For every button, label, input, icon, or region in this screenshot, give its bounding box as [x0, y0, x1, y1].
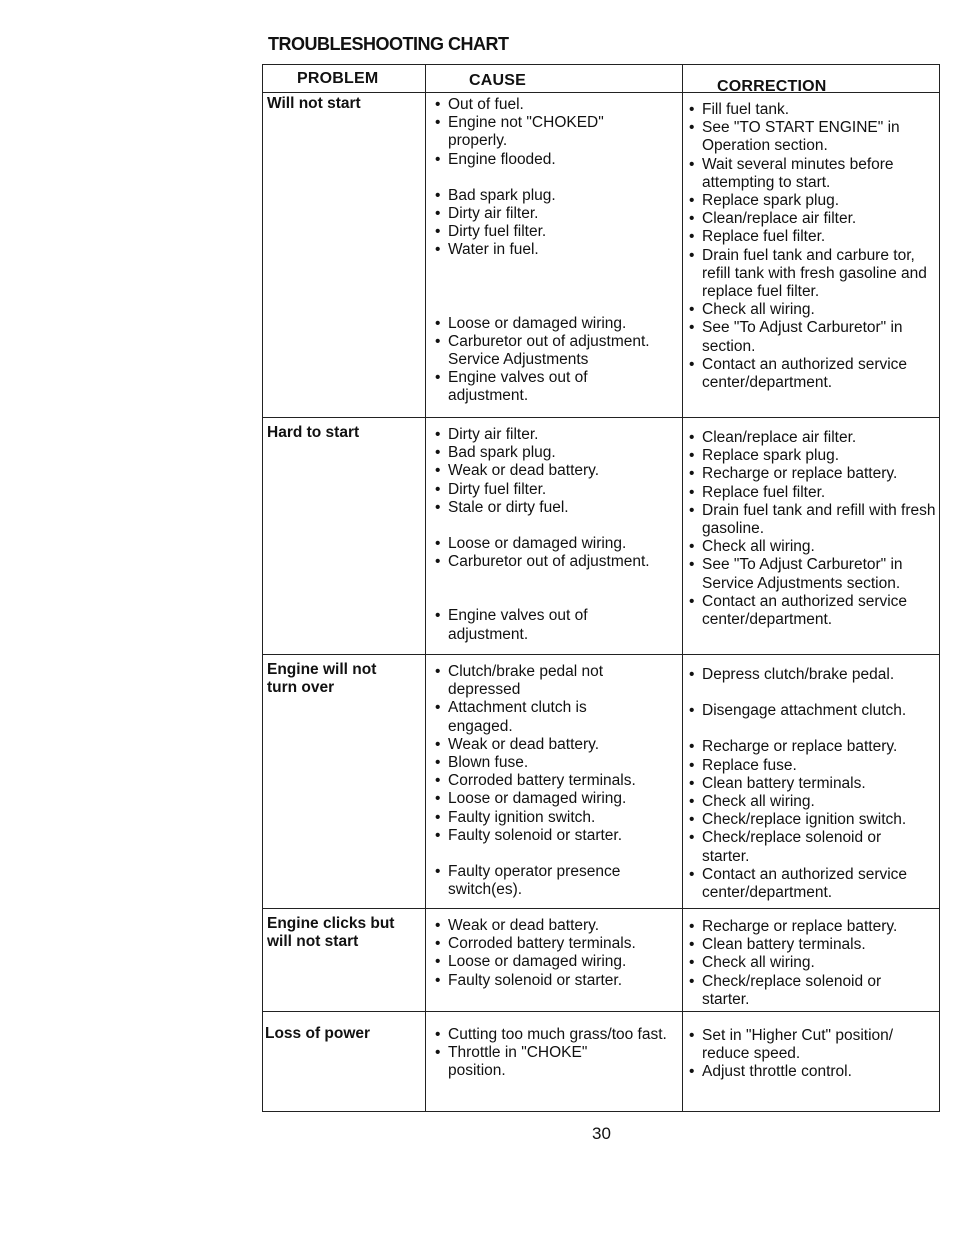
list-item: • Cutting too much grass/too fast.	[433, 1026, 668, 1044]
list-item: • Dirty fuel filter.	[433, 223, 683, 241]
list-item: • Bad spark plug.	[433, 444, 683, 462]
troubleshooting-table	[262, 64, 940, 1112]
list-item: • Contact an authorized service center/department.	[687, 593, 952, 629]
list-item: • Faulty operator presence switch(es).	[433, 863, 663, 899]
list-item: • Loose or damaged wiring.	[433, 953, 683, 971]
list-item: • Out of fuel.	[433, 96, 683, 114]
row-divider	[263, 1011, 939, 1012]
list-item: • Clutch/brake pedal not depressed	[433, 663, 648, 699]
cause-list	[433, 663, 683, 899]
list-item: • Check all wiring.	[687, 538, 937, 556]
row-divider	[263, 417, 939, 418]
row-divider	[263, 908, 939, 909]
correction-list	[687, 1027, 937, 1082]
list-item: • Check/replace ignition switch.	[687, 811, 939, 829]
cause-list	[433, 1026, 683, 1081]
list-item: • Check all wiring.	[687, 793, 939, 811]
column-divider	[425, 65, 426, 1111]
correction-list	[687, 429, 937, 629]
list-item: • Engine valves out of adjustment.	[433, 369, 618, 405]
header-cause: CAUSE	[469, 72, 527, 89]
list-item: • See "To Adjust Carburetor" in section.	[687, 319, 942, 355]
list-item: • Clean battery terminals.	[687, 936, 937, 954]
page-number: 30	[592, 1124, 611, 1143]
list-item: • Fill fuel tank.	[687, 101, 937, 119]
list-item: • Dirty air filter.	[433, 426, 683, 444]
header-problem: PROBLEM	[297, 70, 379, 87]
cause-list	[433, 426, 683, 644]
list-item: • Blown fuse.	[433, 754, 683, 772]
list-item: • Replace spark plug.	[687, 192, 937, 210]
list-item: • Contact an authorized service center/department.	[687, 866, 952, 902]
list-item: • Disengage attachment clutch.	[687, 702, 939, 720]
list-item: • Loose or damaged wiring.	[433, 315, 683, 333]
list-item: • Loose or damaged wiring.	[433, 790, 683, 808]
problem-engine-clicks: Engine clicks but will not start	[267, 915, 395, 951]
list-item: • Clean/replace air filter.	[687, 429, 937, 447]
list-item: • Faulty ignition switch.	[433, 809, 683, 827]
list-item: • See "TO START ENGINE" in Operation section.	[687, 119, 907, 155]
list-item: • Check all wiring.	[687, 301, 937, 319]
correction-list	[687, 666, 939, 902]
list-item: • Clean/replace air filter.	[687, 210, 937, 228]
list-item: • Bad spark plug.	[433, 187, 683, 205]
list-item: • Engine flooded.	[433, 151, 683, 169]
list-item: • Drain fuel tank and carbure tor, refill tank with fresh gasoline and replace fuel filter.	[687, 247, 927, 302]
list-item: • Check/replace solenoid or starter.	[687, 829, 917, 865]
list-item: • Dirty fuel filter.	[433, 481, 683, 499]
header-divider	[263, 92, 939, 93]
list-item: • Replace fuel filter.	[687, 484, 937, 502]
list-item: • Dirty air filter.	[433, 205, 683, 223]
chart-title: TROUBLESHOOTING CHART	[268, 34, 509, 54]
list-item: • Corroded battery terminals.	[433, 935, 683, 953]
list-item: • Recharge or replace battery.	[687, 918, 937, 936]
list-item: • Check/replace solenoid or starter.	[687, 973, 917, 1009]
list-item: • Recharge or replace battery.	[687, 465, 937, 483]
problem-hard-to-start: Hard to start	[267, 424, 360, 441]
list-item: • Check all wiring.	[687, 954, 937, 972]
list-item: • Loose or damaged wiring.	[433, 535, 683, 553]
list-item: • Carburetor out of adjustment.	[433, 553, 683, 571]
problem-loss-of-power: Loss of power	[265, 1025, 371, 1042]
list-item: • Weak or dead battery.	[433, 462, 683, 480]
list-item: • Stale or dirty fuel.	[433, 499, 683, 517]
list-item: • Faulty solenoid or starter.	[433, 827, 683, 845]
list-item: • Throttle in "CHOKE" position.	[433, 1044, 618, 1080]
list-item: • Replace spark plug.	[687, 447, 937, 465]
correction-list	[687, 101, 937, 392]
row-divider	[263, 654, 939, 655]
correction-list	[687, 918, 937, 1009]
list-item: • Drain fuel tank and refill with fresh gasoline.	[687, 502, 942, 538]
list-item: • Attachment clutch is engaged.	[433, 699, 618, 735]
problem-will-not-start: Will not start	[267, 95, 361, 112]
list-item: • Replace fuel filter.	[687, 228, 937, 246]
list-item: • Engine valves out of adjustment.	[433, 607, 618, 643]
list-item: • Wait several minutes before attempting to start.	[687, 156, 930, 192]
list-item: • Set in "Higher Cut" position/ reduce speed.	[687, 1027, 927, 1063]
list-item: • Corroded battery terminals.	[433, 772, 683, 790]
cause-list	[433, 96, 683, 406]
list-item: • Weak or dead battery.	[433, 736, 683, 754]
list-item: • Faulty solenoid or starter.	[433, 972, 683, 990]
list-item: • Replace fuse.	[687, 757, 939, 775]
list-item: • Clean battery terminals.	[687, 775, 939, 793]
list-item: • Recharge or replace battery.	[687, 738, 939, 756]
cause-list	[433, 917, 683, 990]
list-item: • Weak or dead battery.	[433, 917, 683, 935]
list-item: • Contact an authorized service center/department.	[687, 356, 922, 392]
list-item: • Carburetor out of adjustment. Service Adjustments	[433, 333, 680, 369]
list-item: • Adjust throttle control.	[687, 1063, 937, 1081]
list-item: • See "To Adjust Carburetor" in Service Adjustments section.	[687, 556, 942, 592]
problem-engine-will-not-turn-over: Engine will not turn over	[267, 661, 377, 697]
header-correction: CORRECTION	[717, 78, 827, 95]
list-item: • Depress clutch/brake pedal.	[687, 666, 939, 684]
list-item: • Water in fuel.	[433, 241, 683, 259]
list-item: • Engine not "CHOKED" properly.	[433, 114, 628, 150]
